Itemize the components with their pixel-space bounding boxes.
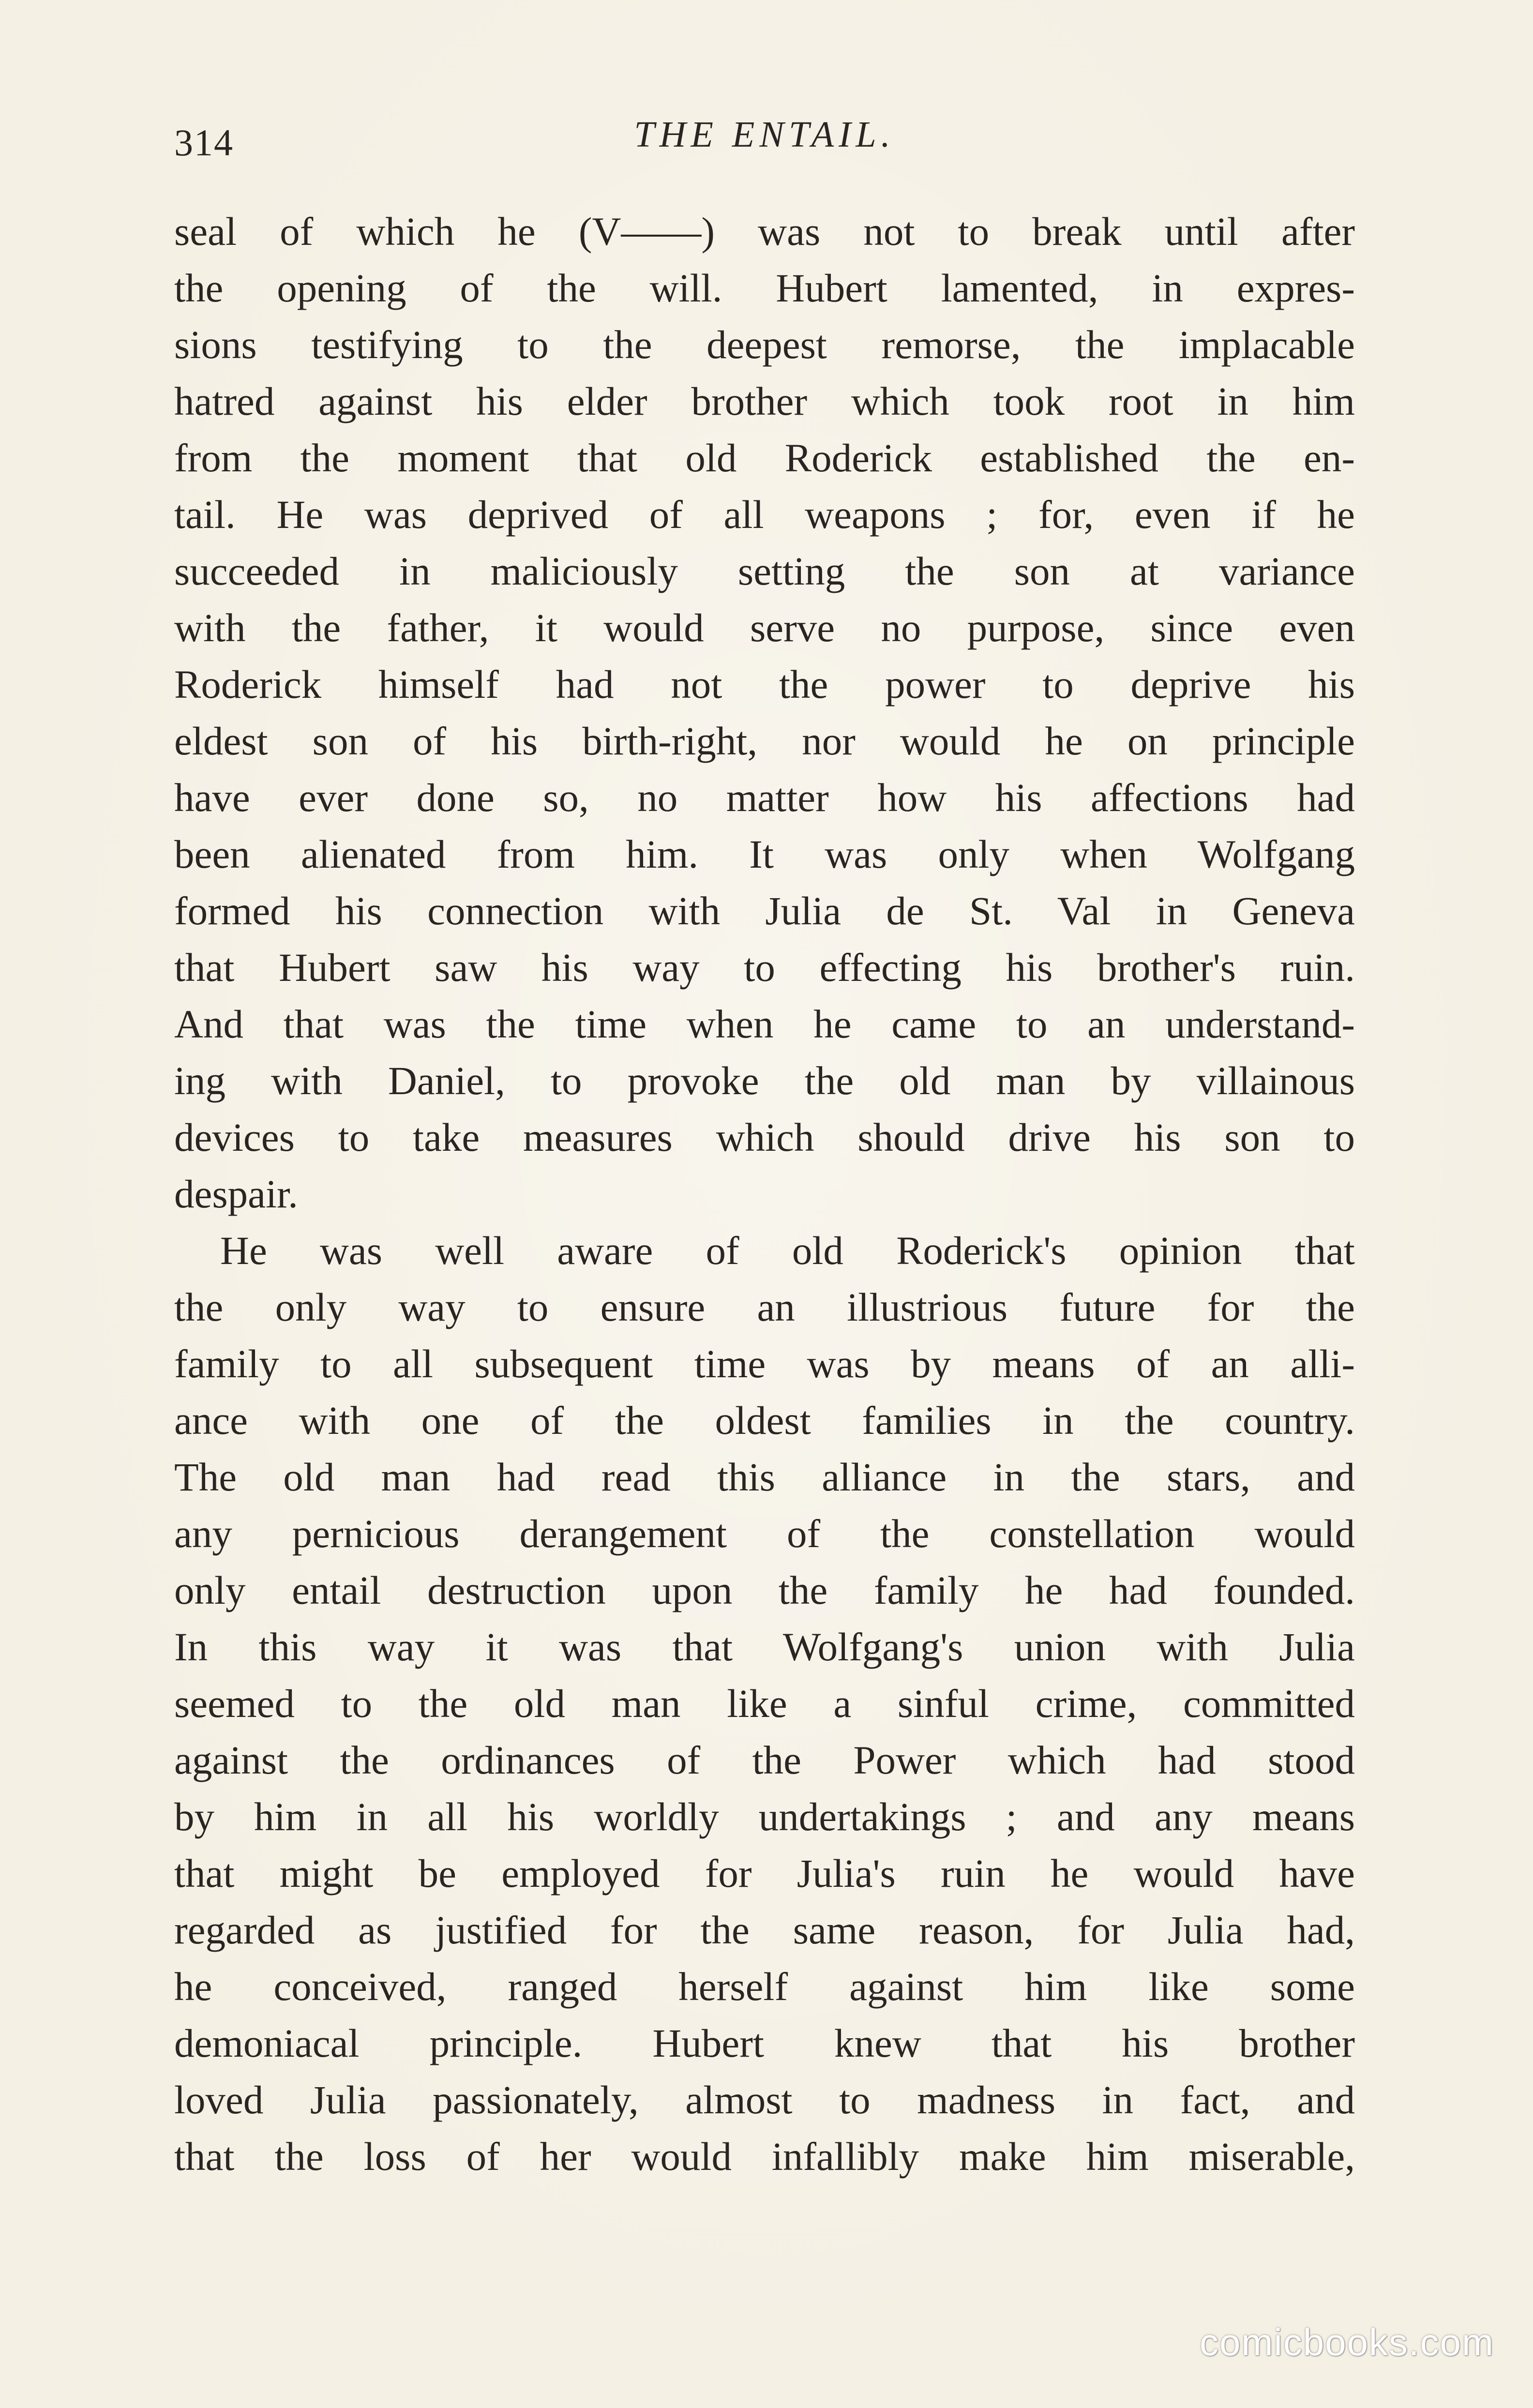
text-line: the only way to ensure an illustrious future for the — [174, 1285, 1355, 1329]
paragraph-end-line: despair. — [174, 1172, 298, 1216]
page-header — [174, 111, 1355, 174]
text-line: against the ordinances of the Power which had stood — [174, 1738, 1355, 1782]
text-line: have ever done so, no matter how his affections had — [174, 775, 1355, 820]
paragraph-start-line: He was well aware of old Roderick's opinion that — [220, 1228, 1355, 1273]
text-line: succeeded in maliciously setting the son at variance — [174, 549, 1355, 593]
text-line: The old man had read this alliance in the stars, and — [174, 1455, 1355, 1499]
text-line: the opening of the will. Hubert lamented, in expres- — [174, 266, 1355, 310]
text-line: tail. He was deprived of all weapons ; for, even if he — [174, 492, 1355, 537]
watermark: comicbooks.com — [1200, 2321, 1494, 2363]
text-line: seal of which he (V——) was not to break until after — [174, 209, 1355, 254]
text-line: formed his connection with Julia de St. Val in Geneva — [174, 888, 1355, 933]
text-line: from the moment that old Roderick established the en- — [174, 436, 1355, 480]
text-line: seemed to the old man like a sinful crime, committed — [174, 1681, 1355, 1726]
text-line: by him in all his worldly undertakings ; and any means — [174, 1794, 1355, 1839]
text-line: that might be employed for Julia's ruin he would have — [174, 1851, 1355, 1896]
text-line: family to all subsequent time was by means of an alli- — [174, 1341, 1355, 1386]
text-line: that Hubert saw his way to effecting his brother's ruin. — [174, 945, 1355, 990]
text-line: ing with Daniel, to provoke the old man by villainous — [174, 1058, 1355, 1103]
text-line: eldest son of his birth-right, nor would he on principle — [174, 719, 1355, 763]
text-line: with the father, it would serve no purpose, since even — [174, 605, 1355, 650]
text-line: loved Julia passionately, almost to madness in fact, and — [174, 2077, 1355, 2122]
text-line: sions testifying to the deepest remorse, the implacable — [174, 322, 1355, 367]
text-line: he conceived, ranged herself against him like some — [174, 1964, 1355, 2009]
text-line: been alienated from him. It was only when Wolfgang — [174, 832, 1355, 876]
page-number: 314 — [174, 121, 234, 164]
text-line: only entail destruction upon the family he had founded. — [174, 1568, 1355, 1612]
text-line: any pernicious derangement of the constellation would — [174, 1511, 1355, 1556]
text-line: In this way it was that Wolfgang's union with Julia — [174, 1625, 1355, 1669]
running-title: THE ENTAIL. — [634, 114, 895, 155]
text-line: that the loss of her would infallibly make him miserable, — [174, 2134, 1355, 2179]
text-line: demoniacal principle. Hubert knew that his brother — [174, 2021, 1355, 2065]
text-line: ance with one of the oldest families in the country. — [174, 1398, 1355, 1443]
text-line: And that was the time when he came to an understand- — [174, 1002, 1355, 1046]
text-line: hatred against his elder brother which took root in him — [174, 379, 1355, 423]
body-text — [174, 203, 1355, 2185]
text-line: Roderick himself had not the power to deprive his — [174, 662, 1355, 707]
text-line: devices to take measures which should drive his son to — [174, 1115, 1355, 1159]
text-line: regarded as justified for the same reason, for Julia had, — [174, 1908, 1355, 1952]
